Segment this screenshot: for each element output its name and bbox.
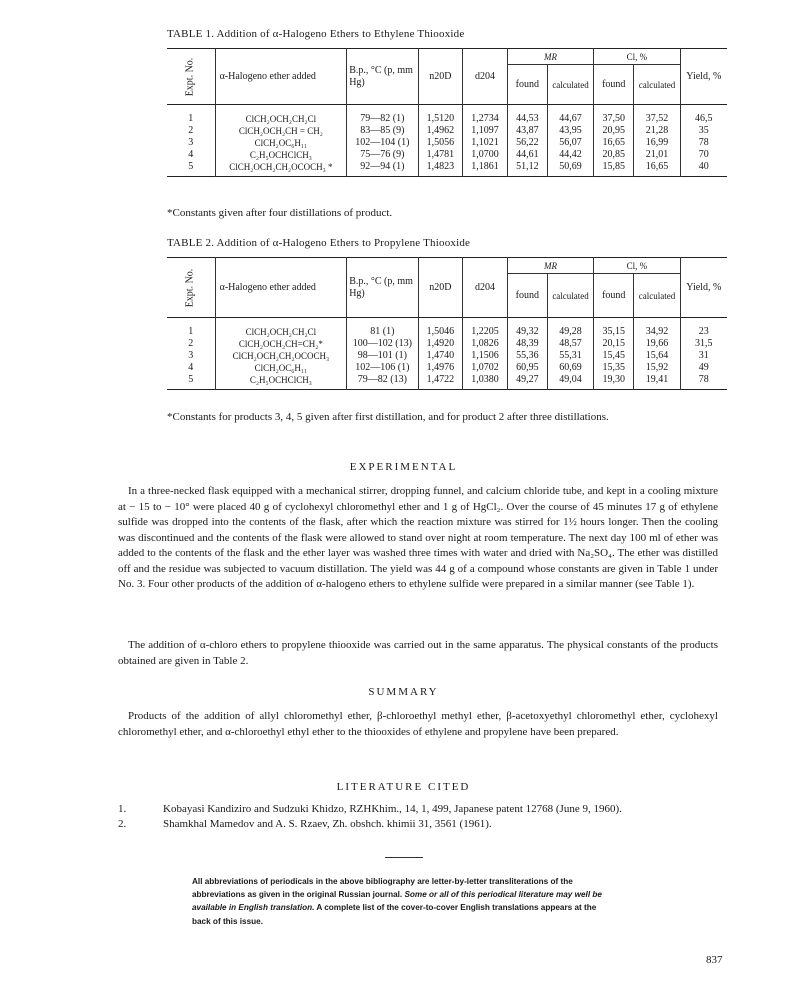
table2-header-mr: MR bbox=[507, 258, 593, 274]
experimental-paragraph-1: In a three-necked flask equipped with a mechanical stirrer, dropping funnel, and calcium chloride tube, and kept in a cooling mixture at − 15 to − 10° were placed 40 g of cyclohexyl chloromethyl ether and 1 g of HgCl₂. Over the course of 45 minutes 17 g of ethylene sulfide was dropped into the contents of the flask, after which the reaction mixture was stirred for 1½ hours longer. Then the cooling was discontinued and the contents of the flask were allowed to stand over night at room temperature. The next day 100 ml of ether was added to the contents of the flask and the ether layer was washed three times with water and dried with Na₂SO₄. The ether was distilled off and the residue was subjected to vacuum distillation. The yield was 44 g of a compound whose constants are given in Table 1 under No. 3. Four other products of the addition of α-halogeno ethers to ethylene sulfide were prepared in a similar manner (see Table 1). bbox=[118, 485, 718, 590]
ether-formula: ClCH₂OCH₂CH=CH₂* bbox=[215, 338, 347, 350]
cl-calculated: 21,01 bbox=[634, 149, 680, 161]
boiling-point: 79—82 (1) bbox=[347, 113, 418, 125]
density: 1,2734 bbox=[463, 113, 508, 125]
yield-value: 23 bbox=[680, 326, 727, 338]
boiling-point: 100—102 (13) bbox=[347, 338, 418, 350]
mr-found: 43,87 bbox=[507, 125, 547, 137]
table-row bbox=[167, 137, 727, 149]
cl-found: 19,30 bbox=[594, 374, 634, 386]
expt-number: 4 bbox=[188, 361, 194, 373]
yield-value: 46,5 bbox=[680, 113, 727, 125]
reference-1: 1. Kobayasi Kandiziro and Sudzuki Khidzo, RZHKhim., 14, 1, 499, Japanese patent 12768 (June 9, 1960). bbox=[118, 803, 622, 815]
table2-header-cl: Cl, % bbox=[594, 258, 680, 274]
mr-found: 60,95 bbox=[507, 362, 547, 374]
table-row bbox=[167, 161, 727, 173]
mr-calculated: 49,04 bbox=[547, 374, 593, 386]
cl-found: 15,45 bbox=[594, 350, 634, 362]
cl-calculated: 34,92 bbox=[634, 326, 680, 338]
table2-header-cl-calc: calculated bbox=[634, 274, 680, 318]
experimental-paragraph-2: The addition of α-chloro ethers to propylene thiooxide was carried out in the same apparatus. The physical constants of the products obtained are given in Table 2. bbox=[118, 639, 718, 667]
mr-calculated: 50,69 bbox=[547, 161, 593, 173]
table-row bbox=[167, 125, 727, 137]
table1-header-yield: Yield, % bbox=[680, 49, 727, 105]
table1-body bbox=[167, 105, 727, 177]
table2-header-mr-found: found bbox=[507, 274, 547, 318]
cl-calculated: 15,92 bbox=[634, 362, 680, 374]
refractive-index: 1,5120 bbox=[418, 113, 463, 125]
expt-number: 1 bbox=[188, 112, 194, 124]
mr-calculated: 49,28 bbox=[547, 326, 593, 338]
boiling-point: 75—76 (9) bbox=[347, 149, 418, 161]
table-row bbox=[167, 113, 727, 125]
mr-found: 44,61 bbox=[507, 149, 547, 161]
table2-body bbox=[167, 318, 727, 390]
yield-value: 31,5 bbox=[680, 338, 727, 350]
mr-found: 48,39 bbox=[507, 338, 547, 350]
expt-number: 5 bbox=[188, 160, 194, 172]
table2-footnote: *Constants for products 3, 4, 5 given after first distillation, and for product 2 after three distillations. bbox=[167, 411, 609, 423]
table1-header-d: d204 bbox=[463, 49, 508, 105]
cl-calculated: 16,99 bbox=[634, 137, 680, 149]
ether-formula: C₂H₅OCHClCH₃ bbox=[215, 374, 347, 386]
table2 bbox=[167, 257, 727, 390]
cl-calculated: 37,52 bbox=[634, 113, 680, 125]
yield-value: 31 bbox=[680, 350, 727, 362]
experimental-heading: EXPERIMENTAL bbox=[349, 461, 458, 473]
mr-found: 56,22 bbox=[507, 137, 547, 149]
table-row bbox=[167, 326, 727, 338]
experimental-body bbox=[118, 484, 718, 593]
table2-header-yield: Yield, % bbox=[680, 258, 727, 318]
table2-caption: TABLE 2. Addition of α-Halogeno Ethers to Propylene Thiooxide bbox=[167, 237, 471, 249]
cl-calculated: 15,64 bbox=[634, 350, 680, 362]
cl-calculated: 16,65 bbox=[634, 161, 680, 173]
density: 1,0700 bbox=[463, 149, 508, 161]
density: 1,1097 bbox=[463, 125, 508, 137]
literature-list bbox=[118, 802, 718, 832]
refractive-index: 1,4740 bbox=[418, 350, 463, 362]
boiling-point: 83—85 (9) bbox=[347, 125, 418, 137]
yield-value: 78 bbox=[680, 374, 727, 386]
refractive-index: 1,4823 bbox=[418, 161, 463, 173]
cl-calculated: 19,41 bbox=[634, 374, 680, 386]
density: 1,1021 bbox=[463, 137, 508, 149]
cl-calculated: 21,28 bbox=[634, 125, 680, 137]
mr-found: 44,53 bbox=[507, 113, 547, 125]
literature-heading: LITERATURE CITED bbox=[336, 781, 471, 793]
table1-header-mr-found: found bbox=[507, 65, 547, 105]
mr-found: 49,32 bbox=[507, 326, 547, 338]
yield-value: 49 bbox=[680, 362, 727, 374]
cl-found: 37,50 bbox=[594, 113, 634, 125]
boiling-point: 98—101 (1) bbox=[347, 350, 418, 362]
refractive-index: 1,4781 bbox=[418, 149, 463, 161]
table1-header-cl-found: found bbox=[594, 65, 634, 105]
table1-header-cl-calc: calculated bbox=[634, 65, 680, 105]
table1-header-cl: Cl, % bbox=[594, 49, 680, 65]
table1-header-bp: B.p., °C (p, mm Hg) bbox=[347, 49, 418, 105]
table-row bbox=[167, 350, 727, 362]
expt-number: 2 bbox=[188, 124, 194, 136]
mr-found: 51,12 bbox=[507, 161, 547, 173]
table2-header-ether: α-Halogeno ether added bbox=[215, 258, 347, 318]
table2-header-nd: n20D bbox=[418, 258, 463, 318]
table-row bbox=[167, 338, 727, 350]
boiling-point: 81 (1) bbox=[347, 326, 418, 338]
density: 1,1506 bbox=[463, 350, 508, 362]
table1-caption: TABLE 1. Addition of α-Halogeno Ethers to Ethylene Thiooxide bbox=[167, 28, 465, 40]
mr-calculated: 44,67 bbox=[547, 113, 593, 125]
ether-formula: C₂H₅OCHClCH₃ bbox=[215, 149, 347, 161]
density: 1,2205 bbox=[463, 326, 508, 338]
table2-header-mr-calc: calculated bbox=[547, 274, 593, 318]
ether-formula: ClCH₂OCH₂CH = CH₂ bbox=[215, 125, 347, 137]
table1 bbox=[167, 48, 727, 177]
table1-footnote: *Constants given after four distillations of product. bbox=[167, 207, 393, 219]
table2-header-bp: B.p., °C (p, mm Hg) bbox=[347, 258, 418, 318]
table1-header-expt: Expt. No. bbox=[184, 57, 196, 96]
abbreviation-note: All abbreviations of periodicals in the above bibliography are letter-by-letter transliterations of the abbreviations as given in the original Russian journal. Some or all of this periodical literature may well be available in English translation. A complete list of the cover-to-cover English translations appears at the back of this issue. bbox=[192, 877, 602, 926]
experimental-body-2 bbox=[118, 638, 718, 669]
table-row bbox=[167, 374, 727, 386]
ether-formula: ClCH₂OCH₂CH₂OCOCH₃ bbox=[215, 350, 347, 362]
table2-header-d: d204 bbox=[463, 258, 508, 318]
density: 1,1861 bbox=[463, 161, 508, 173]
yield-value: 35 bbox=[680, 125, 727, 137]
cl-calculated: 19,66 bbox=[634, 338, 680, 350]
divider bbox=[385, 857, 423, 858]
boiling-point: 79—82 (13) bbox=[347, 374, 418, 386]
refractive-index: 1,4920 bbox=[418, 338, 463, 350]
ether-formula: ClCH₂OCH₂CH₂Cl bbox=[215, 113, 347, 125]
summary-heading: SUMMARY bbox=[368, 686, 439, 698]
boiling-point: 102—106 (1) bbox=[347, 362, 418, 374]
table2-header-cl-found: found bbox=[594, 274, 634, 318]
mr-calculated: 60,69 bbox=[547, 362, 593, 374]
cl-found: 20,15 bbox=[594, 338, 634, 350]
yield-value: 78 bbox=[680, 137, 727, 149]
cl-found: 20,95 bbox=[594, 125, 634, 137]
density: 1,0380 bbox=[463, 374, 508, 386]
boiling-point: 92—94 (1) bbox=[347, 161, 418, 173]
expt-number: 2 bbox=[188, 337, 194, 349]
mr-calculated: 43,95 bbox=[547, 125, 593, 137]
page-number: 837 bbox=[706, 954, 723, 966]
mr-calculated: 56,07 bbox=[547, 137, 593, 149]
cl-found: 20,85 bbox=[594, 149, 634, 161]
mr-calculated: 44,42 bbox=[547, 149, 593, 161]
refractive-index: 1,5056 bbox=[418, 137, 463, 149]
cl-found: 15,35 bbox=[594, 362, 634, 374]
expt-number: 5 bbox=[188, 373, 194, 385]
ether-formula: ClCH₂OCH₂CH₂OCOCH₃ * bbox=[215, 161, 347, 173]
summary-paragraph: Products of the addition of allyl chloromethyl ether, β-chloroethyl methyl ether, β-acetoxyethyl chloromethyl ether, cyclohexyl chloromethyl ether, and α-chloroethyl ethyl ether to the thiooxides of ethylene and propylene have been prepared. bbox=[118, 710, 718, 738]
density: 1,0702 bbox=[463, 362, 508, 374]
density: 1,0826 bbox=[463, 338, 508, 350]
yield-value: 70 bbox=[680, 149, 727, 161]
refractive-index: 1,4722 bbox=[418, 374, 463, 386]
mr-calculated: 55,31 bbox=[547, 350, 593, 362]
mr-found: 55,36 bbox=[507, 350, 547, 362]
expt-number: 3 bbox=[188, 349, 194, 361]
ether-formula: ClCH₂OC₆H₁₁ bbox=[215, 137, 347, 149]
refractive-index: 1,5046 bbox=[418, 326, 463, 338]
yield-value: 40 bbox=[680, 161, 727, 173]
summary-body bbox=[118, 709, 718, 740]
cl-found: 15,85 bbox=[594, 161, 634, 173]
table1-header-mr: MR bbox=[507, 49, 593, 65]
table1-header-ether: α-Halogeno ether added bbox=[215, 49, 347, 105]
table-row bbox=[167, 149, 727, 161]
mr-found: 49,27 bbox=[507, 374, 547, 386]
mr-calculated: 48,57 bbox=[547, 338, 593, 350]
table-row bbox=[167, 362, 727, 374]
refractive-index: 1,4962 bbox=[418, 125, 463, 137]
table2-header-expt: Expt. No. bbox=[184, 268, 196, 307]
boiling-point: 102—104 (1) bbox=[347, 137, 418, 149]
refractive-index: 1,4976 bbox=[418, 362, 463, 374]
ether-formula: ClCH₂OC₆H₁₁ bbox=[215, 362, 347, 374]
ether-formula: ClCH₂OCH₂CH₂Cl bbox=[215, 326, 347, 338]
expt-number: 1 bbox=[188, 325, 194, 337]
cl-found: 16,65 bbox=[594, 137, 634, 149]
table1-header-mr-calc: calculated bbox=[547, 65, 593, 105]
reference-2: 2. Shamkhal Mamedov and A. S. Rzaev, Zh. obshch. khimii 31, 3561 (1961). bbox=[118, 818, 492, 830]
expt-number: 4 bbox=[188, 148, 194, 160]
table1-header-nd: n20D bbox=[418, 49, 463, 105]
cl-found: 35,15 bbox=[594, 326, 634, 338]
expt-number: 3 bbox=[188, 136, 194, 148]
